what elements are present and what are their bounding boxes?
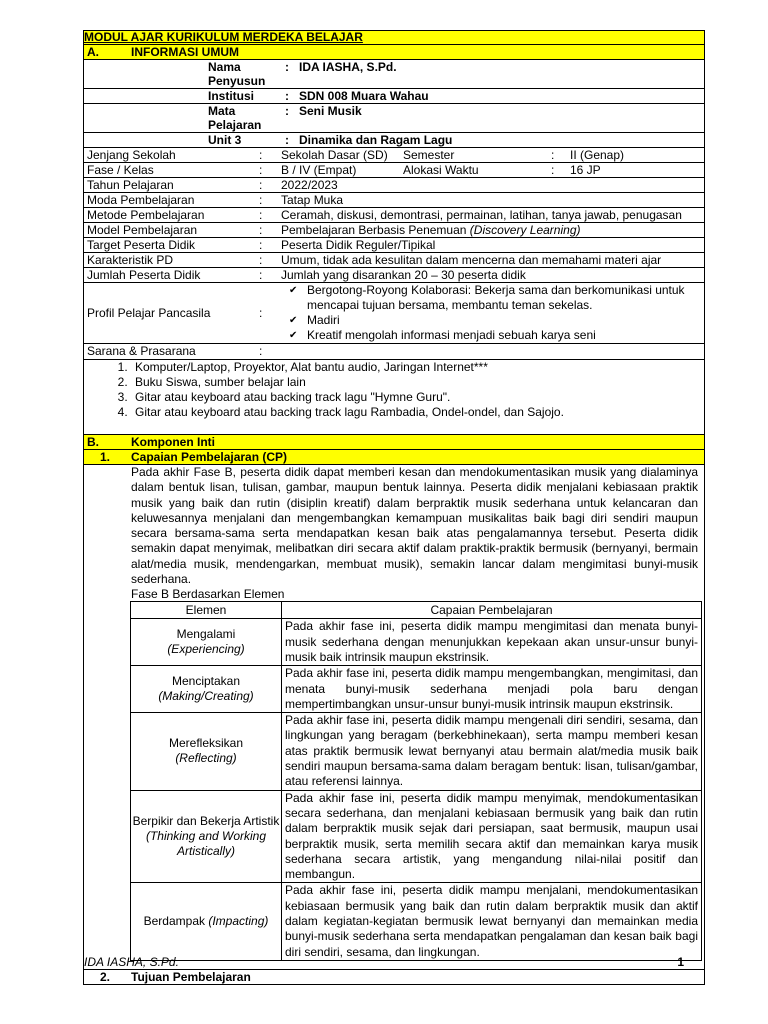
profil-item: ✔ Kreatif mengolah informasi menjadi sebuah karya seni bbox=[281, 328, 704, 343]
tujuan-header bbox=[84, 970, 704, 984]
info-row-unit bbox=[84, 133, 704, 148]
field-label: Jumlah Peserta Didik bbox=[87, 268, 201, 282]
field-value: Tatap Muka bbox=[281, 193, 344, 207]
info-value: Dinamika dan Ragam Lagu bbox=[299, 133, 453, 147]
info-colon: : bbox=[285, 104, 289, 118]
field-colon: : bbox=[551, 148, 555, 162]
field-label: Moda Pembelajaran bbox=[87, 193, 195, 207]
field-value: Jumlah yang disarankan 20 – 30 peserta didik bbox=[281, 268, 526, 282]
field-value: Peserta Didik Reguler/Tipikal bbox=[281, 238, 436, 252]
cp-paragraph: Pada akhir Fase B, peserta didik dapat memberi kesan dan mendokumentasikan musik yang dialaminya dalam bentuk lisan, tulisan, gambar, maupun bentuk lainnya. Peserta didik menjalani kebiasaan praktik musik yang baik dan rutin (disiplin kreatif) dalam berpraktik musik sederhana untuk kelancaran dan keluwesannya menjalani dan mengembangkan kemampuan musikalitas baik bagi diri sendiri maupun secara bersama-sama serta mendapatkan kesan baik atas pengalamannya tersebut. Peserta didik semakin dapat menyimak, melibatkan diri secara aktif dalam praktik-praktik bermusik (bernyanyi, bermain alat/media musik, mendengarkan, membuat musik), semakin lancar dalam mengimitasi bunyi-musik sederhana. bbox=[131, 465, 698, 587]
element-name: Mengalami bbox=[176, 627, 236, 642]
info-colon: : bbox=[285, 60, 289, 74]
field-colon: : bbox=[551, 163, 555, 177]
field-value bbox=[279, 223, 704, 237]
footer-author: IDA IASHA, S.Pd. bbox=[84, 955, 179, 969]
field-colon: : bbox=[259, 148, 263, 162]
field-label: Karakteristik PD bbox=[87, 253, 174, 267]
section-b-label: Komponen Inti bbox=[131, 435, 215, 449]
table-row bbox=[131, 619, 702, 666]
info-colon: : bbox=[285, 133, 289, 147]
field-label: Target Peserta Didik bbox=[87, 238, 196, 252]
section-b-number: B. bbox=[87, 435, 99, 449]
page-number: 1 bbox=[677, 955, 684, 969]
field-label: Semester bbox=[403, 148, 455, 162]
element-name: Menciptakan bbox=[171, 674, 241, 689]
row-target bbox=[84, 238, 704, 253]
element-name-cell bbox=[131, 713, 282, 790]
sarana-item: 1. Komputer/Laptop, Proyektor, Alat bantu audio, Jaringan Internet*** bbox=[131, 360, 704, 375]
fase-label: Fase B Berdasarkan Elemen bbox=[131, 587, 285, 602]
table-header-capaian: Capaian Pembelajaran bbox=[282, 602, 702, 619]
row-jumlah bbox=[84, 268, 704, 283]
field-label: Tahun Pelajaran bbox=[87, 178, 174, 192]
field-colon: : bbox=[259, 305, 263, 320]
element-name-cell bbox=[131, 790, 282, 883]
tujuan-label: Tujuan Pembelajaran bbox=[131, 969, 251, 984]
element-name-cell bbox=[131, 619, 282, 666]
field-label: Profil Pelajar Pancasila bbox=[87, 305, 211, 320]
sarana-item: 3. Gitar atau keyboard atau backing track lagu "Hymne Guru". bbox=[131, 390, 704, 405]
field-label: Jenjang Sekolah bbox=[87, 148, 176, 162]
info-row-subject bbox=[84, 104, 704, 133]
info-label: Institusi bbox=[208, 89, 255, 103]
sarana-item: 2. Buku Siswa, sumber belajar lain bbox=[131, 375, 704, 390]
field-colon: : bbox=[259, 208, 263, 222]
field-colon: : bbox=[259, 238, 263, 252]
row-karakteristik bbox=[84, 253, 704, 268]
field-label: Model Pembelajaran bbox=[87, 223, 198, 237]
cp-body bbox=[84, 465, 704, 970]
field-colon: : bbox=[259, 344, 263, 358]
element-table-wrap bbox=[84, 601, 704, 969]
field-value: 16 JP bbox=[570, 163, 601, 177]
field-label: Fase / Kelas bbox=[87, 163, 154, 177]
element-name: Merefleksikan bbox=[168, 736, 244, 751]
field-value: Umum, tidak ada kesulitan dalam mencerna dan memahami materi ajar bbox=[281, 253, 662, 267]
profil-list bbox=[281, 283, 704, 343]
field-colon: : bbox=[259, 268, 263, 282]
field-colon: : bbox=[259, 253, 263, 267]
spacer bbox=[84, 420, 704, 434]
field-label: Metode Pembelajaran bbox=[87, 208, 205, 222]
field-colon: : bbox=[259, 178, 263, 192]
element-text: Pada akhir fase ini, peserta didik mampu menjalani, mendokumentasikan kebiasaan bermusik yang baik dan rutin dalam berpraktik musik dan aktif dalam kegiatan-kegiatan bermusik lewat bernyanyi dan memainkan media bunyi-musik sederhana serta mendapatkan pengalaman dan kesan baik bagi diri sendiri, sesama, dan lingkungan. bbox=[282, 883, 702, 960]
field-value: Sekolah Dasar (SD) bbox=[281, 148, 388, 162]
element-text: Pada akhir fase ini, peserta didik mampu menyimak, mendokumentasikan secara sederhana, dan menjalani kebiasaan bermusik yang baik dan rutin dalam berpraktik musik sejak dari persiapan, saat bermusik, maupun usai berpraktik musik, serta memilih secara aktif dan memainkan karya musik sederhana secara artistik, yang mengandung nilai-nilai positif dan membangun. bbox=[282, 790, 702, 883]
field-colon: : bbox=[259, 163, 263, 177]
table-header-elemen: Elemen bbox=[131, 602, 282, 619]
row-fase-alokasi bbox=[84, 163, 704, 178]
element-text: Pada akhir fase ini, peserta didik mampu mengembangkan, mengimitasi, dan menata bunyi-musik sederhana menjadi pola baru dengan mempertimbangkan unsur-unsur bunyi-musik intrinsik maupun ekstrinsik. bbox=[282, 666, 702, 713]
table-row bbox=[131, 790, 702, 883]
element-name-en: (Experiencing) bbox=[167, 642, 245, 657]
element-table bbox=[130, 601, 702, 961]
element-text: Pada akhir fase ini, peserta didik mampu mengenali diri sendiri, sesama, dan lingkungan yang beragam (berkebhinekaan), serta mampu memberi kesan atas praktik bermusik lewat bernyanyi atau bermain alat/media musik baik sendiri maupun bersama-sama dalam beragam bentuk: lisan, tulisan/gambar, atau referensi lainnya. bbox=[282, 713, 702, 790]
model-text-italic: (Discovery Learning) bbox=[469, 223, 581, 237]
info-value: Seni Musik bbox=[299, 104, 362, 118]
row-metode bbox=[84, 208, 704, 223]
info-label: Nama Penyusun bbox=[208, 60, 266, 88]
field-colon: : bbox=[259, 193, 263, 207]
table-row bbox=[131, 883, 702, 960]
info-label: Mata Pelajaran bbox=[208, 104, 262, 132]
element-text: Pada akhir fase ini, peserta didik mampu mengimitasi dan menata bunyi-musik sederhana dengan menunjukkan kepekaan akan unsur-unsur bunyi-musik baik intrinsik maupun ekstrinsik. bbox=[282, 619, 702, 666]
row-moda bbox=[84, 193, 704, 208]
row-sarana bbox=[84, 344, 704, 435]
page-footer bbox=[84, 955, 684, 969]
cp-number: 1. bbox=[100, 450, 111, 464]
table-row bbox=[131, 666, 702, 713]
profil-list-container bbox=[279, 283, 704, 343]
row-jenjang-semester bbox=[84, 148, 704, 163]
info-row-author bbox=[84, 60, 704, 89]
field-label: Sarana & Prasarana bbox=[87, 344, 196, 358]
section-a-header bbox=[84, 45, 704, 60]
field-label: Alokasi Waktu bbox=[403, 163, 479, 177]
model-text: Pembelajaran Berbasis Penemuan bbox=[281, 223, 470, 237]
field-value: B / IV (Empat) bbox=[281, 163, 357, 177]
element-name-cell bbox=[131, 666, 282, 713]
cp-label: Capaian Pembelajaran (CP) bbox=[131, 450, 288, 464]
info-colon: : bbox=[285, 89, 289, 103]
element-name-cell bbox=[131, 883, 282, 960]
row-tahun bbox=[84, 178, 704, 193]
info-value: IDA IASHA, S.Pd. bbox=[299, 60, 397, 74]
profil-item: ✔ Bergotong-Royong Kolaborasi: Bekerja sama dan berkomunikasi untuk mencapai tujuan bersama, membantu teman sekelas. bbox=[281, 283, 704, 313]
sarana-list bbox=[84, 360, 704, 420]
tujuan-number: 2. bbox=[100, 969, 111, 984]
sarana-item: 4. Gitar atau keyboard atau backing track lagu Rambadia, Ondel-ondel, dan Sajojo. bbox=[131, 405, 704, 420]
element-name: Berdampak bbox=[143, 914, 205, 929]
element-name-en: (Reflecting) bbox=[175, 751, 237, 766]
module-title: MODUL AJAR KURIKULUM MERDEKA BELAJAR bbox=[84, 31, 704, 45]
section-a-label: INFORMASI UMUM bbox=[131, 45, 239, 59]
sarana-header bbox=[84, 344, 704, 360]
field-value: II (Genap) bbox=[570, 148, 625, 162]
cp-header bbox=[84, 450, 704, 465]
info-value: SDN 008 Muara Wahau bbox=[299, 89, 429, 103]
field-colon: : bbox=[259, 223, 263, 237]
element-name: Berpikir dan Bekerja Artistik bbox=[132, 814, 280, 829]
module-table bbox=[83, 30, 705, 985]
info-label: Unit 3 bbox=[208, 133, 242, 147]
table-row bbox=[131, 713, 702, 790]
element-name-en: (Thinking and Working Artistically) bbox=[145, 829, 267, 859]
element-name-en: (Making/Creating) bbox=[158, 689, 254, 704]
element-name-en: (Impacting) bbox=[208, 914, 269, 929]
profil-item: ✔ Madiri bbox=[281, 313, 704, 328]
row-model bbox=[84, 223, 704, 238]
section-a-number: A. bbox=[87, 45, 99, 59]
info-row-institution bbox=[84, 89, 704, 104]
field-value: 2022/2023 bbox=[281, 178, 338, 192]
field-value: Ceramah, diskusi, demontrasi, permainan, latihan, tanya jawab, penugasan bbox=[281, 208, 682, 222]
section-b-header bbox=[84, 435, 704, 450]
row-profil bbox=[84, 283, 704, 344]
